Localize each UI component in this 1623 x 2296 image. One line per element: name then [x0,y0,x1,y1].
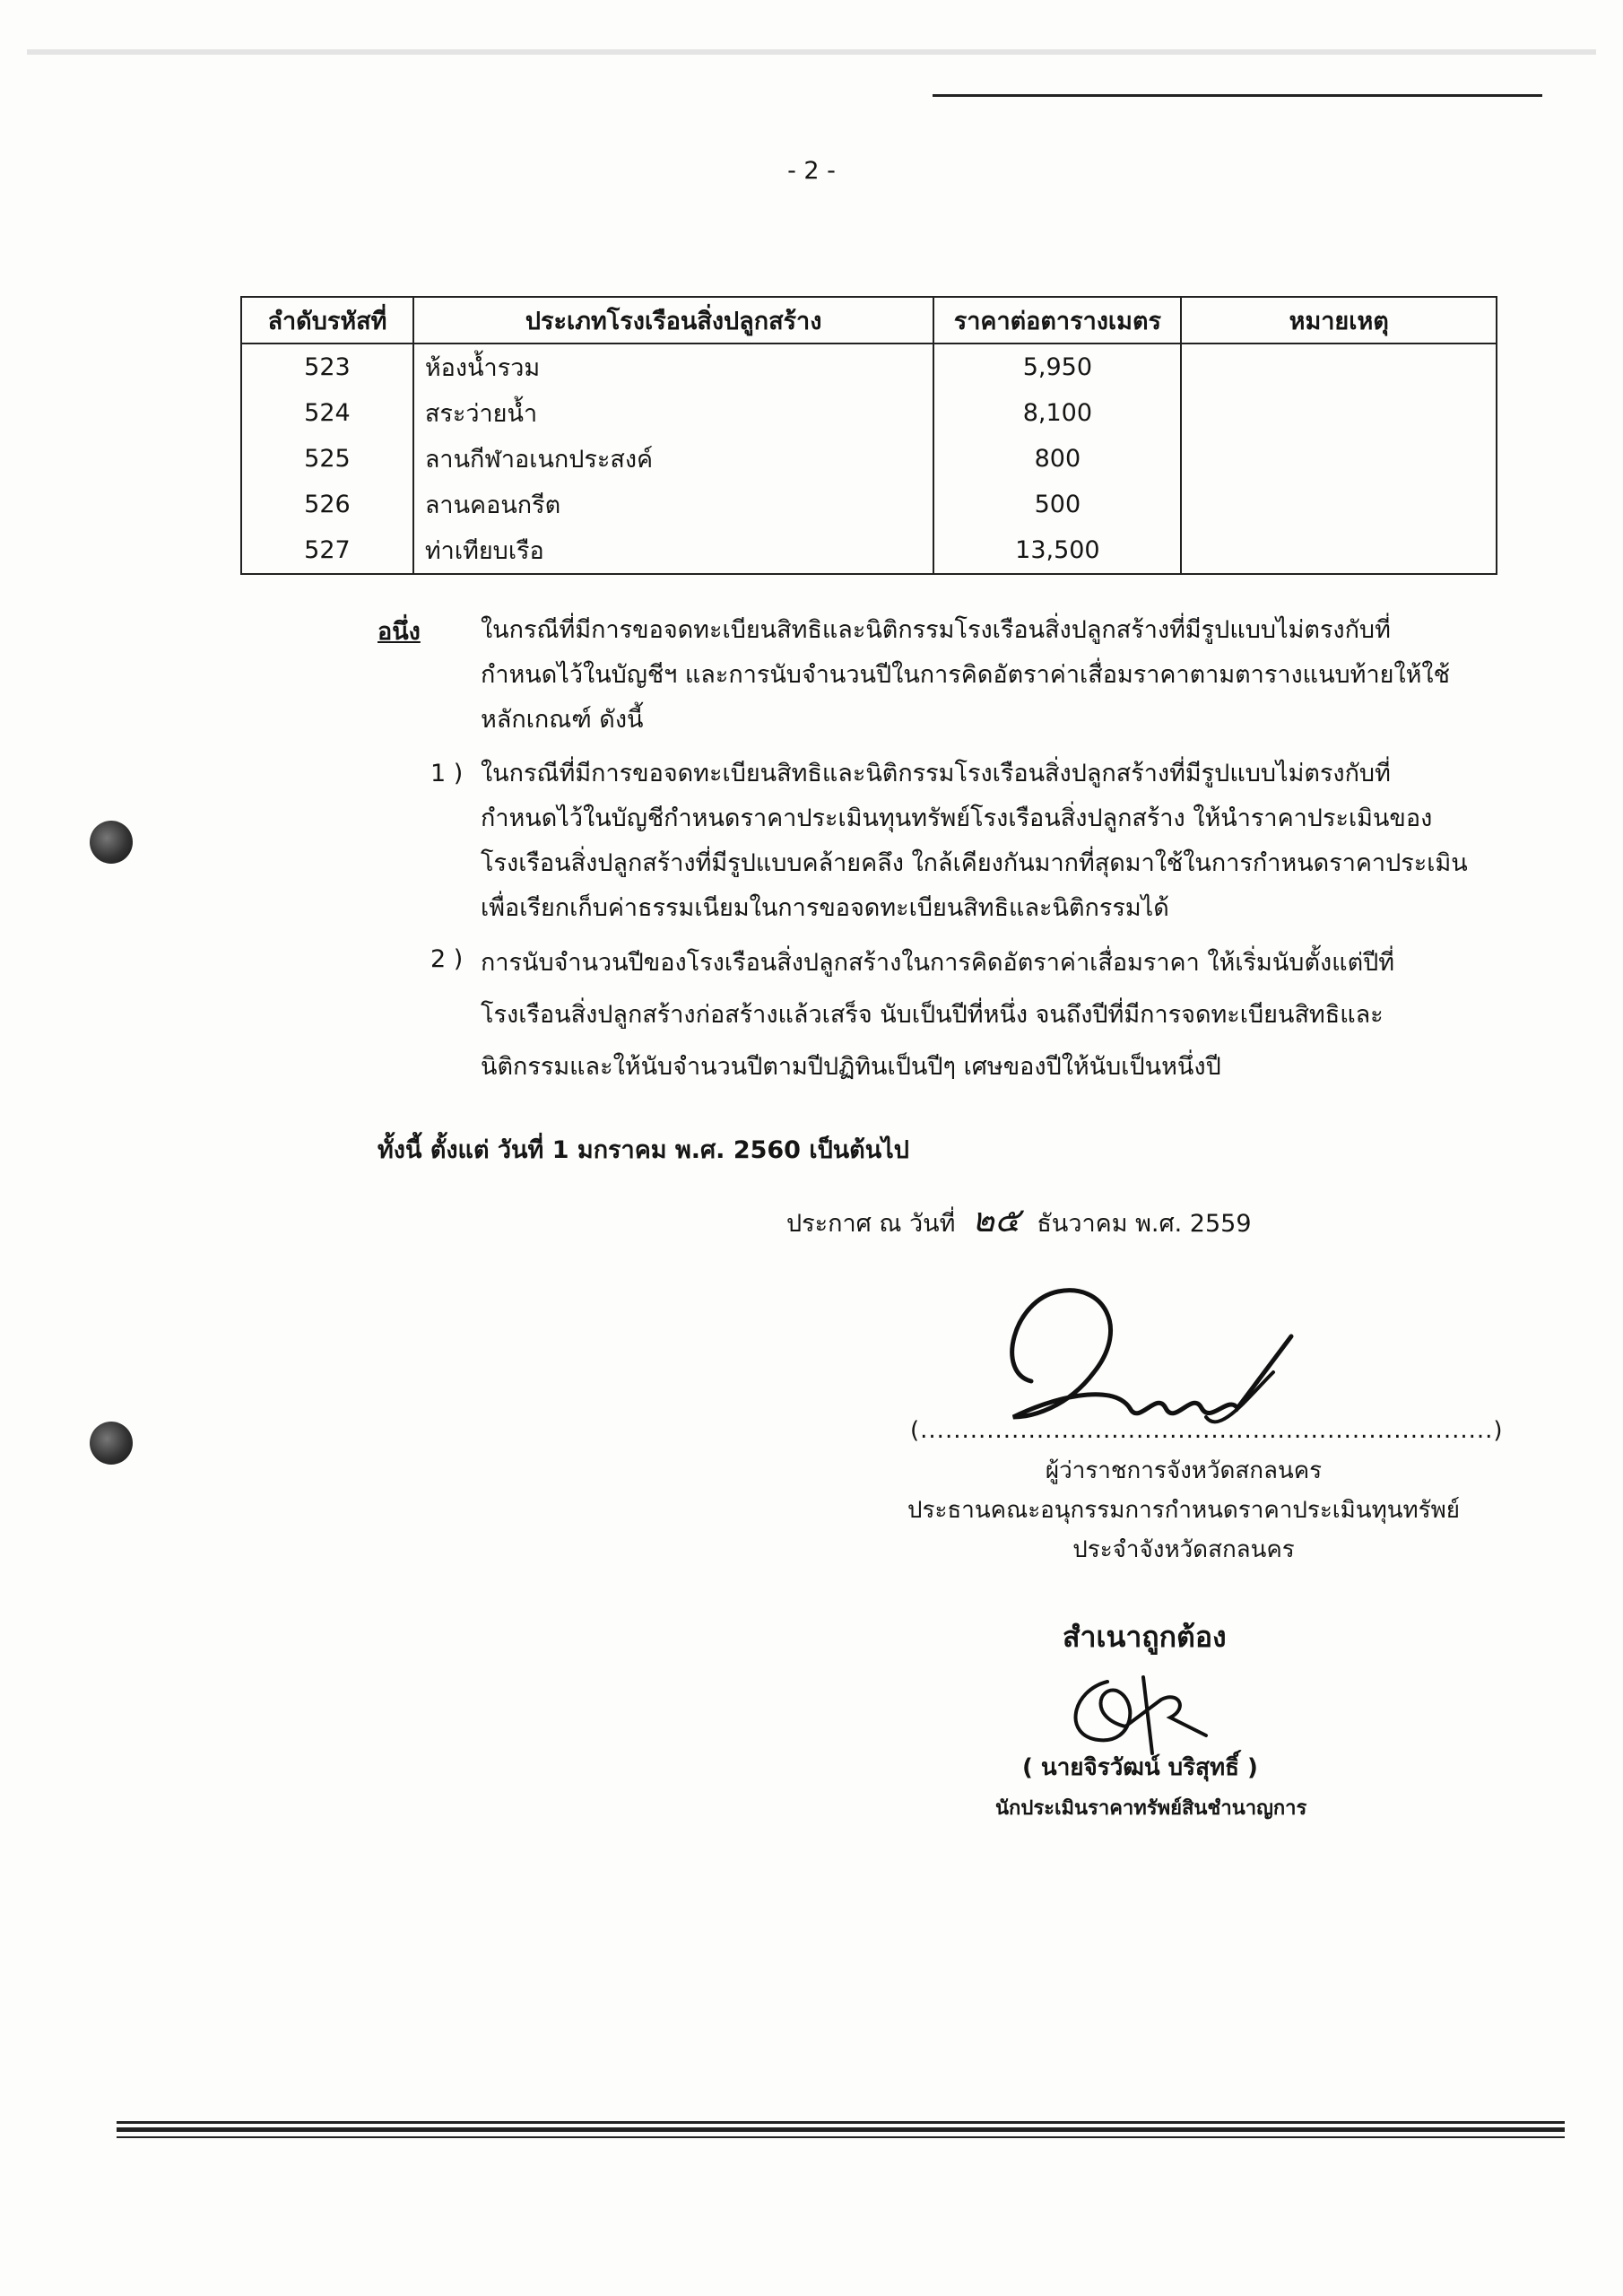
row-price: 800 [933,436,1181,482]
item-2-number: 2 ) [430,945,464,973]
item-2-line: โรงเรือนสิ่งปลูกสร้างก่อสร้างแล้วเสร็จ นับเป็นปีที่หนึ่ง จนถึงปีที่มีการจดทะเบียนสิทธิและ [481,1001,1384,1029]
row-type: สระว่ายน้ำ [413,390,933,436]
row-type: ลานกีฬาอเนกประสงค์ [413,436,933,482]
item-2-line: นิติกรรมและให้นับจำนวนปีตามปีปฏิทินเป็นปีๆ เศษของปีให้นับเป็นหนึ่งปี [481,1053,1221,1081]
certifier-name: ( นายจิรวัฒน์ บริสุทธิ์ ) [1022,1754,1258,1781]
price-table [240,296,1497,575]
row-type: ห้องน้ำรวม [413,344,933,390]
item-1-line: เพื่อเรียกเก็บค่าธรรมเนียมในการขอจดทะเบียนสิทธิและนิติกรรมได้ [481,894,1169,922]
row-note [1181,390,1497,436]
bottom-rule-1 [117,2121,1565,2124]
signatory-positions [789,1451,1578,1570]
announce-suffix: ธันวาคม พ.ศ. 2559 [1037,1210,1252,1238]
note-intro-line: ในกรณีที่มีการขอจดทะเบียนสิทธิและนิติกรรมโรงเรือนสิ่งปลูกสร้างที่มีรูปแบบไม่ตรงกับที่ [481,616,1391,644]
signature-line: (.....................................................................) [910,1417,1504,1444]
header-note: หมายเหตุ [1181,297,1497,344]
row-price: 5,950 [933,344,1181,390]
table-row [241,344,1497,390]
announce-prefix: ประกาศ ณ วันที่ [786,1210,956,1238]
header-code: ลำดับรหัสที่ [241,297,413,344]
header-type: ประเภทโรงเรือนสิ่งปลูกสร้าง [413,297,933,344]
punch-hole-lower [90,1422,133,1465]
punch-hole-upper [90,821,133,864]
announce-day: ๒๕ [972,1200,1020,1239]
bottom-rule-3 [117,2136,1565,2138]
row-type: ลานคอนกรีต [413,482,933,527]
position-2: ประธานคณะอนุกรรมการกำหนดราคาประเมินทุนทรัพย์ [907,1497,1460,1524]
item-1-number: 1 ) [430,760,464,787]
item-2-line: การนับจำนวนปีของโรงเรือนสิ่งปลูกสร้างในการคิดอัตราค่าเสื่อมราคา ให้เริ่มนับตั้งแต่ปีที่ [481,949,1395,977]
table-row [241,482,1497,527]
row-code: 526 [241,482,413,527]
row-note [1181,436,1497,482]
item-1-line: ในกรณีที่มีการขอจดทะเบียนสิทธิและนิติกรรมโรงเรือนสิ่งปลูกสร้างที่มีรูปแบบไม่ตรงกับที่ [481,760,1391,787]
row-code: 527 [241,527,413,574]
note-label: อนึ่ง [378,618,421,646]
row-code: 525 [241,436,413,482]
item-1-text [481,752,1485,931]
certified-stamp: สำเนาถูกต้อง [1063,1620,1227,1654]
certifier-title: นักประเมินราคาทรัพย์สินชำนาญการ [995,1797,1307,1820]
certifier-signature [1054,1664,1233,1762]
row-price: 13,500 [933,527,1181,574]
announce-date [786,1197,1252,1247]
effective-date: ทั้งนี้ ตั้งแต่ วันที่ 1 มกราคม พ.ศ. 2560 เป็นต้นไป [378,1136,909,1164]
row-code: 523 [241,344,413,390]
row-price: 500 [933,482,1181,527]
item-1-line: โรงเรือนสิ่งปลูกสร้างที่มีรูปแบบคล้ายคลึง ใกล้เคียงกันมากที่สุดมาใช้ในการกำหนดราคาประเมิน [481,849,1468,877]
row-price: 8,100 [933,390,1181,436]
row-note [1181,527,1497,574]
row-type: ท่าเทียบเรือ [413,527,933,574]
table-row [241,390,1497,436]
page-number: - 2 - [787,157,836,185]
bottom-rule-2 [117,2127,1565,2132]
item-1-line: กำหนดไว้ในบัญชีกำหนดราคาประเมินทุนทรัพย์โรงเรือนสิ่งปลูกสร้าง ให้นำราคาประเมินของ [481,804,1433,832]
table-header-row [241,297,1497,344]
row-note [1181,482,1497,527]
note-intro-line: กำหนดไว้ในบัญชีฯ และการนับจำนวนปีในการคิดอัตราค่าเสื่อมราคาตามตารางแนบท้ายให้ใช้ [481,661,1450,689]
top-rule [933,94,1542,97]
scan-top-edge [27,49,1596,55]
item-2-text [481,937,1485,1093]
table-row [241,436,1497,482]
position-1: ผู้ว่าราชการจังหวัดสกลนคร [1045,1457,1323,1484]
note-intro-line: หลักเกณฑ์ ดังนี้ [481,706,644,734]
row-code: 524 [241,390,413,436]
position-3: ประจำจังหวัดสกลนคร [1072,1536,1295,1563]
row-note [1181,344,1497,390]
table-row [241,527,1497,574]
note-intro [481,608,1485,743]
header-price: ราคาต่อตารางเมตร [933,297,1181,344]
